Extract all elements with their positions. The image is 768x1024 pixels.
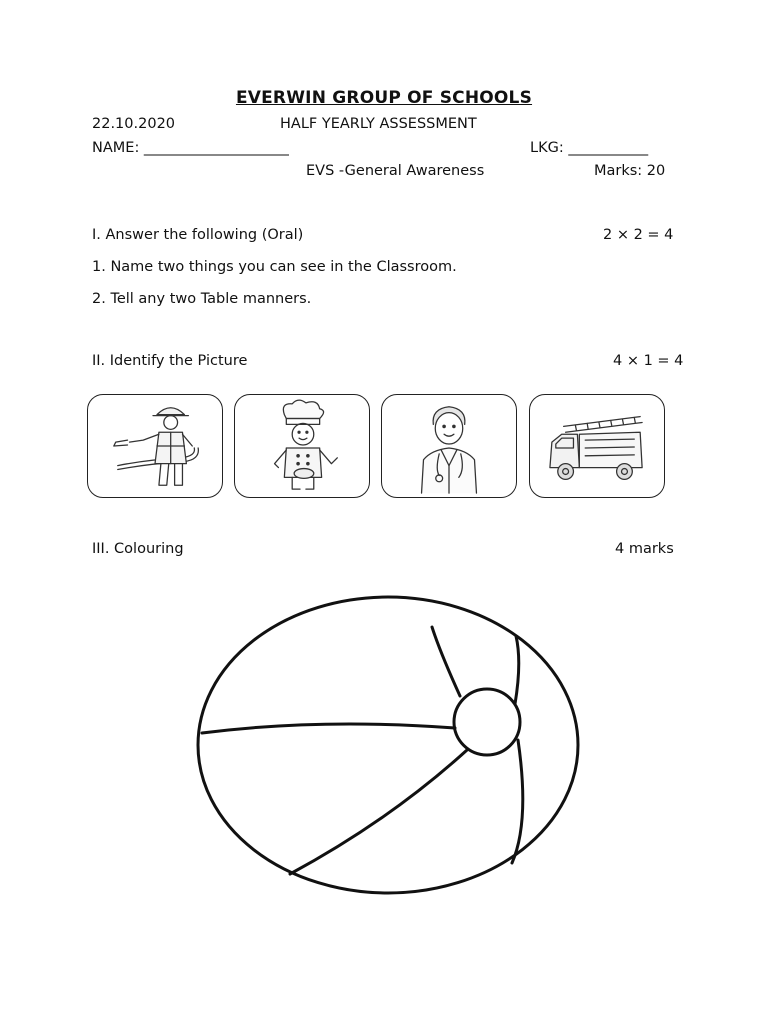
picture-card-fire-truck xyxy=(529,394,665,498)
subject-label: EVS -General Awareness xyxy=(306,163,485,179)
section-1-heading: I. Answer the following (Oral) xyxy=(92,227,304,243)
chef-icon xyxy=(235,395,369,497)
question-1: 1. Name two things you can see in the Classroom. xyxy=(92,259,457,275)
beach-ball-icon xyxy=(190,592,586,898)
colouring-picture xyxy=(190,592,586,898)
exam-date: 22.10.2020 xyxy=(92,116,176,132)
class-field-label: LKG: ___________ xyxy=(530,140,649,156)
firefighter-icon xyxy=(88,395,222,497)
section-3-marks: 4 marks xyxy=(615,541,674,557)
name-field-label: NAME: ____________________ xyxy=(92,140,289,156)
question-2: 2. Tell any two Table manners. xyxy=(92,291,312,307)
section-1-marks: 2 × 2 = 4 xyxy=(603,227,674,243)
doctor-icon xyxy=(382,395,516,497)
total-marks-label: Marks: 20 xyxy=(594,163,666,179)
section-2-marks: 4 × 1 = 4 xyxy=(613,353,684,369)
picture-card-doctor xyxy=(381,394,517,498)
exam-title: HALF YEARLY ASSESSMENT xyxy=(280,116,477,132)
school-name: EVERWIN GROUP OF SCHOOLS xyxy=(235,88,533,108)
section-2-heading: II. Identify the Picture xyxy=(92,353,248,369)
picture-card-firefighter xyxy=(87,394,223,498)
picture-card-chef xyxy=(234,394,370,498)
fire-truck-icon xyxy=(530,395,664,497)
section-3-heading: III. Colouring xyxy=(92,541,184,557)
